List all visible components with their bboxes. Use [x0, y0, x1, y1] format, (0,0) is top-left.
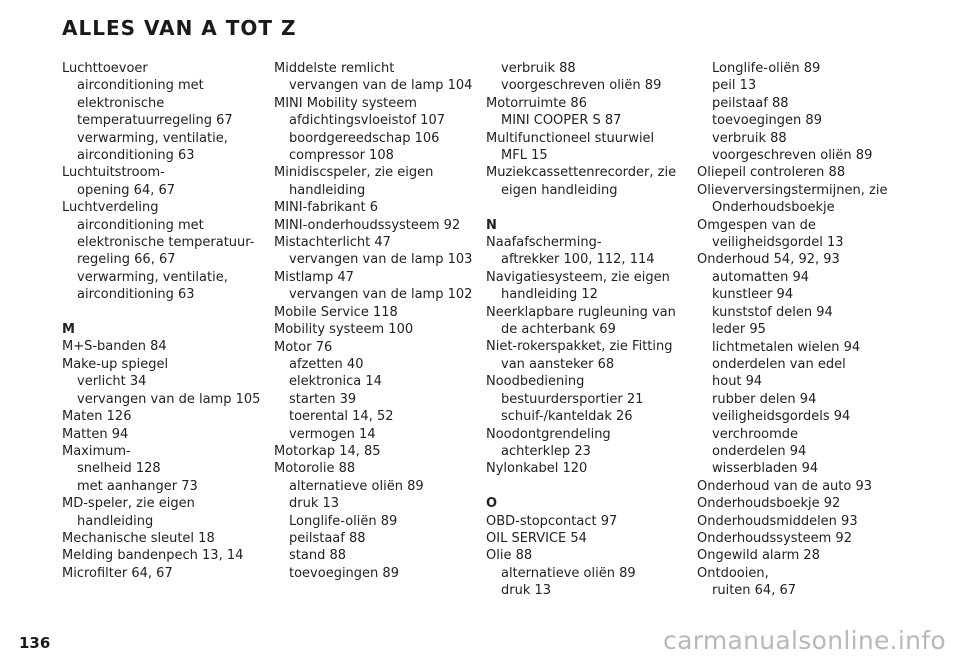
index-entry: M+S-banden 84 [62, 339, 167, 355]
index-subentry: eigen handleiding [501, 182, 618, 198]
index-subentry: verwarming, ventilatie, [77, 130, 228, 146]
index-subentry: handleiding [289, 182, 366, 198]
index-subentry: MINI COOPER S 87 [501, 113, 622, 129]
index-subentry: kunstleer 94 [712, 287, 794, 303]
page-title: ALLES VAN A TOT Z [62, 16, 297, 40]
index-entry: Mobility systeem 100 [274, 322, 414, 338]
index-entry: Multifunctioneel stuurwiel [486, 130, 655, 146]
index-subentry: vervangen van de lamp 104 [289, 78, 473, 94]
index-subentry: Longlife-oliën 89 [289, 513, 398, 529]
index-entry: Motor 76 [274, 339, 333, 355]
index-subentry: Longlife-oliën 89 [712, 61, 821, 76]
index-subentry: alternatieve oliën 89 [289, 478, 424, 494]
page-number: 136 [19, 634, 51, 652]
index-subentry: kunststof delen 94 [712, 304, 833, 320]
section-letter: M [62, 322, 75, 338]
index-entry: Mistachterlicht 47 [274, 235, 391, 251]
index-entry: Luchtverdeling [62, 200, 159, 216]
index-entry: MINI-fabrikant 6 [274, 200, 379, 216]
index-entry: Neerklapbare rugleuning van [486, 304, 676, 320]
index-subentry: regeling 66, 67 [77, 252, 176, 268]
index-subentry: Onderhoudsboekje [712, 200, 835, 216]
index-subentry: snelheid 128 [77, 461, 161, 477]
index-entry: Onderhoud 54, 92, 93 [697, 252, 840, 268]
index-subentry: afzetten 40 [289, 356, 364, 372]
index-entry: Microfilter 64, 67 [62, 565, 173, 581]
index-entry: Matten 94 [62, 426, 129, 442]
index-entry: Motorruimte 86 [486, 95, 587, 111]
index-entry: Olie 88 [486, 548, 533, 564]
index-entry: OBD-stopcontact 97 [486, 513, 618, 529]
index-subentry: veiligheidsgordels 94 [712, 409, 851, 425]
index-subentry: handleiding [77, 513, 154, 529]
index-subentry: met aanhanger 73 [77, 478, 198, 494]
index-subentry: druk 13 [289, 496, 340, 512]
index-subentry: druk 13 [501, 583, 552, 599]
index-subentry: temperatuurregeling 67 [77, 113, 233, 129]
index-entry: Middelste remlicht [274, 61, 395, 76]
index-entry: Motorkap 14, 85 [274, 443, 381, 459]
index-entry: Ontdooien, [697, 565, 769, 581]
index-subentry: peil 13 [712, 78, 757, 94]
index-entry: Noodontgrendeling [486, 426, 611, 442]
section-gap [62, 304, 262, 321]
index-subentry: vervangen van de lamp 103 [289, 252, 473, 268]
index-subentry: bestuurdersportier 21 [501, 391, 644, 407]
index-subentry: peilstaaf 88 [289, 530, 366, 546]
index-subentry: toevoegingen 89 [712, 113, 822, 129]
index-entry: Luchttoevoer [62, 61, 148, 76]
index-subentry: rubber delen 94 [712, 391, 817, 407]
index-subentry: alternatieve oliën 89 [501, 565, 636, 581]
index-subentry: elektronica 14 [289, 374, 382, 390]
index-subentry: voorgeschreven oliën 89 [501, 78, 662, 94]
index-subentry: vermogen 14 [289, 426, 376, 442]
index-subentry: hout 94 [712, 374, 763, 390]
section-letter: N [486, 217, 497, 233]
index-entry: Onderhoud van de auto 93 [697, 478, 872, 494]
index-entry: Onderhoudsmiddelen 93 [697, 513, 858, 529]
index-entry: Motorolie 88 [274, 461, 356, 477]
index-subentry: peilstaaf 88 [712, 95, 789, 111]
watermark: carmanualsonline.info [663, 626, 946, 655]
index-subentry: elektronische temperatuur- [77, 235, 255, 251]
index-subentry: schuif-/kanteldak 26 [501, 409, 633, 425]
index-column-4 [697, 60, 897, 600]
index-subentry: van aansteker 68 [501, 356, 615, 372]
index-subentry: leder 95 [712, 322, 766, 338]
index-subentry: starten 39 [289, 391, 357, 407]
index-entry: Onderhoudssysteem 92 [697, 530, 852, 546]
index-entry: Maximum- [62, 443, 131, 459]
index-entry: Maten 126 [62, 409, 132, 425]
index-subentry: ruiten 64, 67 [712, 583, 797, 599]
section-gap [486, 478, 686, 495]
index-entry: Noodbediening [486, 374, 585, 390]
index-subentry: verwarming, ventilatie, [77, 269, 228, 285]
index-entry: Niet-rokerspakket, zie Fitting [486, 339, 673, 355]
index-subentry: achterklep 23 [501, 443, 591, 459]
index-subentry: verbruik 88 [501, 61, 576, 76]
index-entry: Oliepeil controleren 88 [697, 165, 846, 181]
index-entry: Mobile Service 118 [274, 304, 398, 320]
index-entry: Make-up spiegel [62, 356, 169, 372]
index-subentry: wisserbladen 94 [712, 461, 819, 477]
index-subentry: handleiding 12 [501, 287, 598, 303]
index-subentry: boordgereedschap 106 [289, 130, 440, 146]
index-entry: Mistlamp 47 [274, 269, 354, 285]
index-subentry: toerental 14, 52 [289, 409, 394, 425]
index-subentry: opening 64, 67 [77, 182, 176, 198]
section-gap [486, 199, 686, 216]
index-subentry: toevoegingen 89 [289, 565, 399, 581]
index-subentry: lichtmetalen wielen 94 [712, 339, 861, 355]
index-entry: Minidiscspeler, zie eigen [274, 165, 434, 181]
index-subentry: vervangen van de lamp 105 [77, 391, 261, 407]
index-column-3 [486, 60, 686, 600]
index-subentry: MFL 15 [501, 148, 548, 164]
index-entry: Onderhoudsboekje 92 [697, 496, 841, 512]
index-subentry: airconditioning met [77, 78, 204, 94]
index-entry: Nylonkabel 120 [486, 461, 588, 477]
index-column-1 [62, 60, 262, 582]
index-subentry: voorgeschreven oliën 89 [712, 148, 873, 164]
index-subentry: airconditioning met [77, 217, 204, 233]
index-subentry: airconditioning 63 [77, 287, 195, 303]
index-entry: Omgespen van de [697, 217, 816, 233]
index-entry: Navigatiesysteem, zie eigen [486, 269, 670, 285]
index-entry: MD-speler, zie eigen [62, 496, 195, 512]
index-entry: Ongewild alarm 28 [697, 548, 820, 564]
index-entry: Naafafscherming- [486, 235, 602, 251]
index-subentry: veiligheidsgordel 13 [712, 235, 844, 251]
index-entry: MINI-onderhoudssysteem 92 [274, 217, 461, 233]
index-subentry: afdichtingsvloeistof 107 [289, 113, 445, 129]
index-entry: MINI Mobility systeem [274, 95, 417, 111]
index-subentry: verbruik 88 [712, 130, 787, 146]
index-entry: Olieverversingstermijnen, zie [697, 182, 888, 198]
index-subentry: aftrekker 100, 112, 114 [501, 252, 655, 268]
index-entry: Mechanische sleutel 18 [62, 530, 215, 546]
index-entry: Luchtuitstroom- [62, 165, 165, 181]
index-subentry: vervangen van de lamp 102 [289, 287, 473, 303]
index-subentry: de achterbank 69 [501, 322, 616, 338]
index-subentry: onderdelen van edel [712, 356, 846, 372]
index-entry: Melding bandenpech 13, 14 [62, 548, 244, 564]
index-subentry: automatten 94 [712, 269, 809, 285]
index-subentry: airconditioning 63 [77, 148, 195, 164]
index-column-2 [274, 60, 474, 582]
index-subentry: verlicht 34 [77, 374, 147, 390]
section-letter: O [486, 496, 498, 512]
index-subentry: compressor 108 [289, 148, 394, 164]
index-subentry: stand 88 [289, 548, 347, 564]
index-entry: Muziekcassettenrecorder, zie [486, 165, 677, 181]
index-subentry: verchroomde [712, 426, 799, 442]
index-subentry: elektronische [77, 95, 165, 111]
index-entry: OIL SERVICE 54 [486, 530, 587, 546]
index-subentry: onderdelen 94 [712, 443, 807, 459]
